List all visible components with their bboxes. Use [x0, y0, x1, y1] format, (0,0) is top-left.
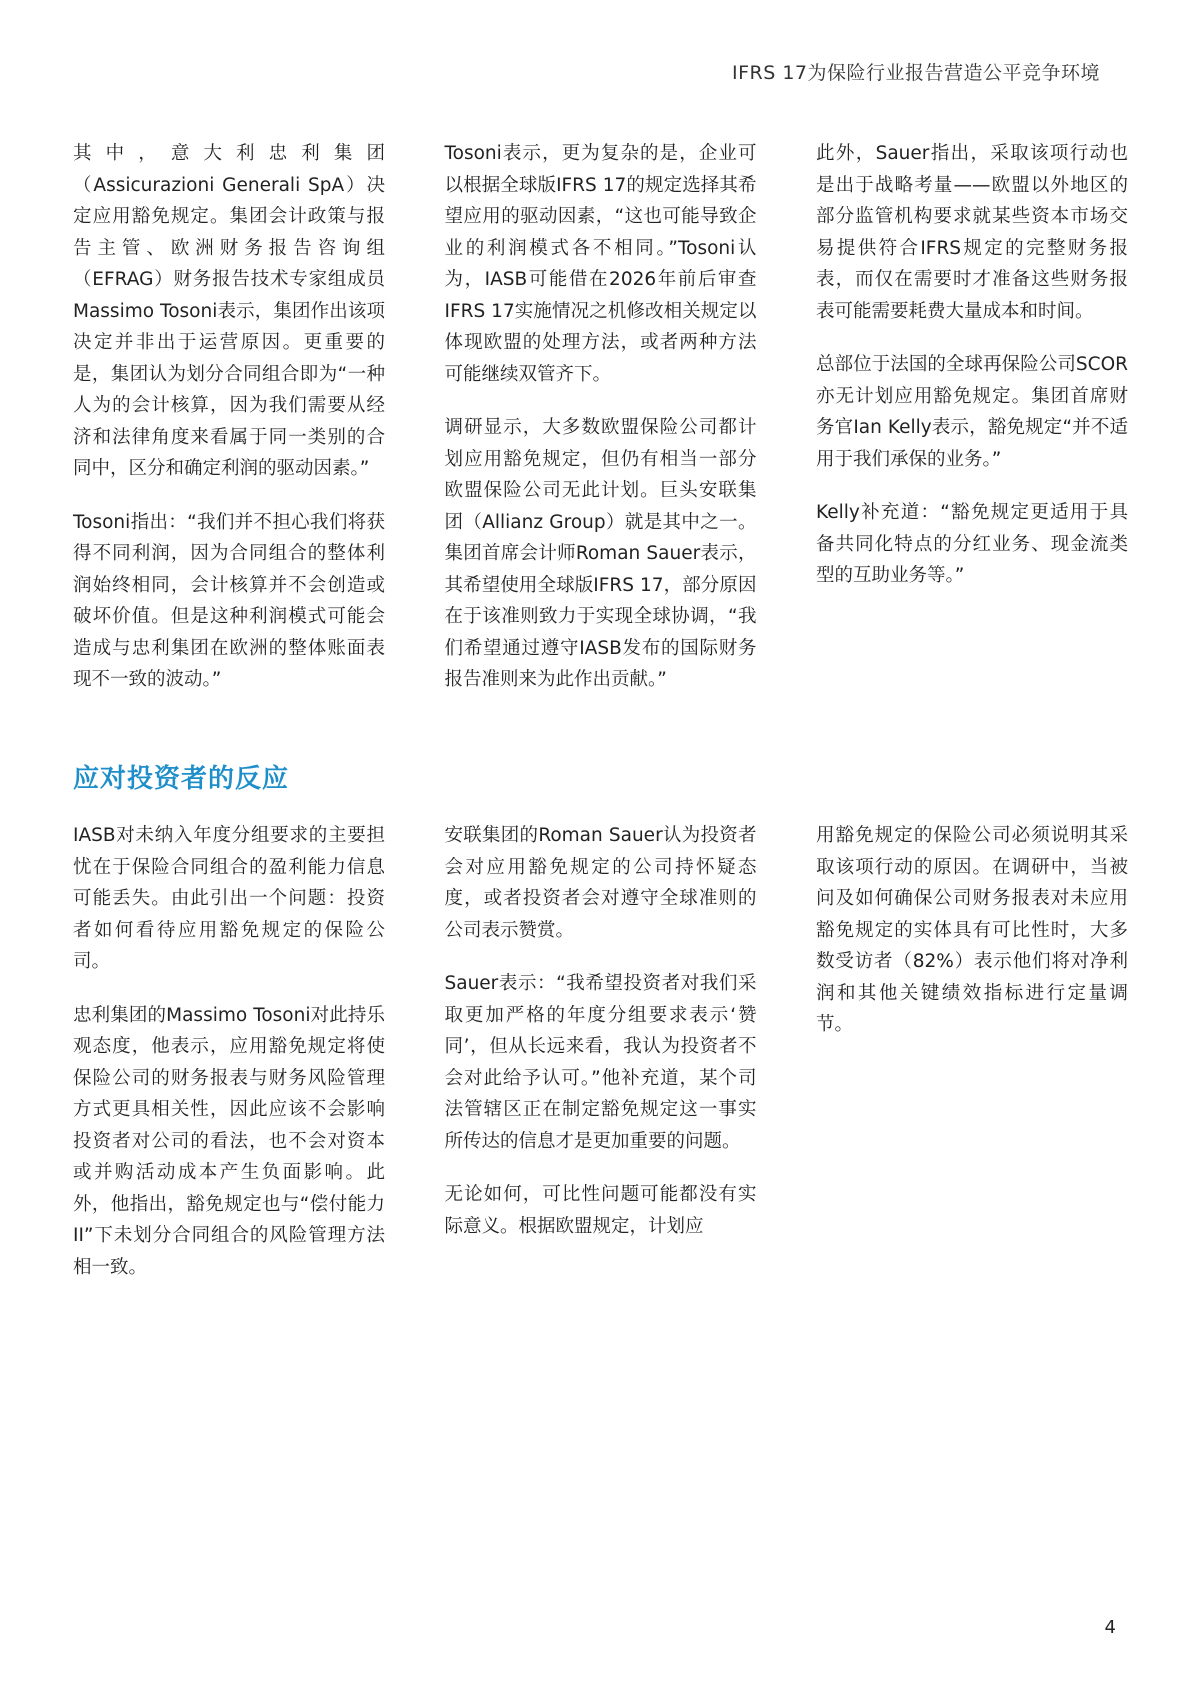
page-header-title: IFRS 17为保险行业报告营造公平竞争环境: [731, 62, 1100, 84]
paragraph: 其中，意大利忠利集团（Assicurazioni Generali SpA）决定应用豁免规定。集团会计政策与报告主管、欧洲财务报告咨询组（EFRAG）财务报告技术专家组成员Massimo Tosoni表示，集团作出该项决定并非出于运营原因。更重要的是，集团认为划分合同组合即为“一种人为的会计核算，因为我们需要从经济和法律角度来看属于同一类别的合同中，区分和确定利润的驱动因素。”: [73, 143, 385, 479]
paragraph: 总部位于法国的全球再保险公司SCOR亦无计划应用豁免规定。集团首席财务官Ian Kelly表示，豁免规定“并不适用于我们承保的业务。”: [816, 354, 1128, 470]
paragraph: 安联集团的Roman Sauer认为投资者会对应用豁免规定的公司持怀疑态度，或者投资者会对遵守全球准则的公司表示赞赏。: [444, 825, 757, 941]
paragraph: Kelly补充道：“豁免规定更适用于具备共同化特点的分红业务、现金流类型的互助业务等。”: [816, 502, 1128, 586]
page-number: 4: [1104, 1617, 1116, 1638]
paragraph: Tosoni表示，更为复杂的是，企业可以根据全球版IFRS 17的规定选择其希望应用的驱动因素，“这也可能导致企业的利润模式各不相同。”Tosoni认为，IASB可能借在2026年前后审查IFRS 17实施情况之机修改相关规定以体现欧盟的处理方法，或者两种方法可能继续双管齐下。: [444, 143, 757, 385]
paragraph: Tosoni指出：“我们并不担心我们将获得不同利润，因为合同组合的整体利润始终相同，会计核算并不会创造或破坏价值。但是这种利润模式可能会造成与忠利集团在欧洲的整体账面表现不一致的波动。”: [73, 511, 385, 690]
paragraph: 此外，Sauer指出，采取该项行动也是出于战略考量——欧盟以外地区的部分监管机构要求就某些资本市场交易提供符合IFRS规定的完整财务报表，而仅在需要时才准备这些财务报表可能需要耗费大量成本和时间。: [816, 143, 1128, 322]
paragraph: 无论如何，可比性问题可能都没有实际意义。根据欧盟规定，计划应: [444, 1184, 757, 1237]
bottom-column-1: [73, 820, 385, 1305]
paragraph: 用豁免规定的保险公司必须说明其采取该项行动的原因。在调研中，当被问及如何确保公司财务报表对未应用豁免规定的实体具有可比性时，大多数受访者（82%）表示他们将对净利润和其他关键绩效指标进行定量调节。: [816, 825, 1128, 1035]
bottom-text-section: [73, 820, 1128, 1305]
top-column-1: [73, 138, 385, 718]
top-text-section: [73, 138, 1128, 718]
paragraph: IASB对未纳入年度分组要求的主要担忧在于保险合同组合的盈利能力信息可能丢失。由此引出一个问题：投资者如何看待应用豁免规定的保险公司。: [73, 825, 385, 972]
section-heading: 应对投资者的反应: [73, 764, 290, 794]
top-column-3: [816, 138, 1128, 718]
top-column-2: [445, 138, 757, 718]
paragraph: 调研显示，大多数欧盟保险公司都计划应用豁免规定，但仍有相当一部分欧盟保险公司无此计划。巨头安联集团（Allianz Group）就是其中之一。集团首席会计师Roman Sauer表示，其希望使用全球版IFRS 17，部分原因在于该准则致力于实现全球协调，“我们希望通过遵守IASB发布的国际财务报告准则来为此作出贡献。”: [444, 417, 757, 690]
bottom-column-2: [445, 820, 757, 1305]
paragraph: 忠利集团的Massimo Tosoni对此持乐观态度，他表示，应用豁免规定将使保险公司的财务报表与财务风险管理方式更具相关性，因此应该不会影响投资者对公司的看法，也不会对资本或并购活动成本产生负面影响。此外，他指出，豁免规定也与“偿付能力II”下未划分合同组合的风险管理方法相一致。: [73, 1004, 385, 1278]
paragraph: Sauer表示：“我希望投资者对我们采取更加严格的年度分组要求表示‘赞同’，但从长远来看，我认为投资者不会对此给予认可。”他补充道，某个司法管辖区正在制定豁免规定这一事实所传达的信息才是更加重要的问题。: [444, 973, 757, 1152]
bottom-column-3: [816, 820, 1128, 1305]
